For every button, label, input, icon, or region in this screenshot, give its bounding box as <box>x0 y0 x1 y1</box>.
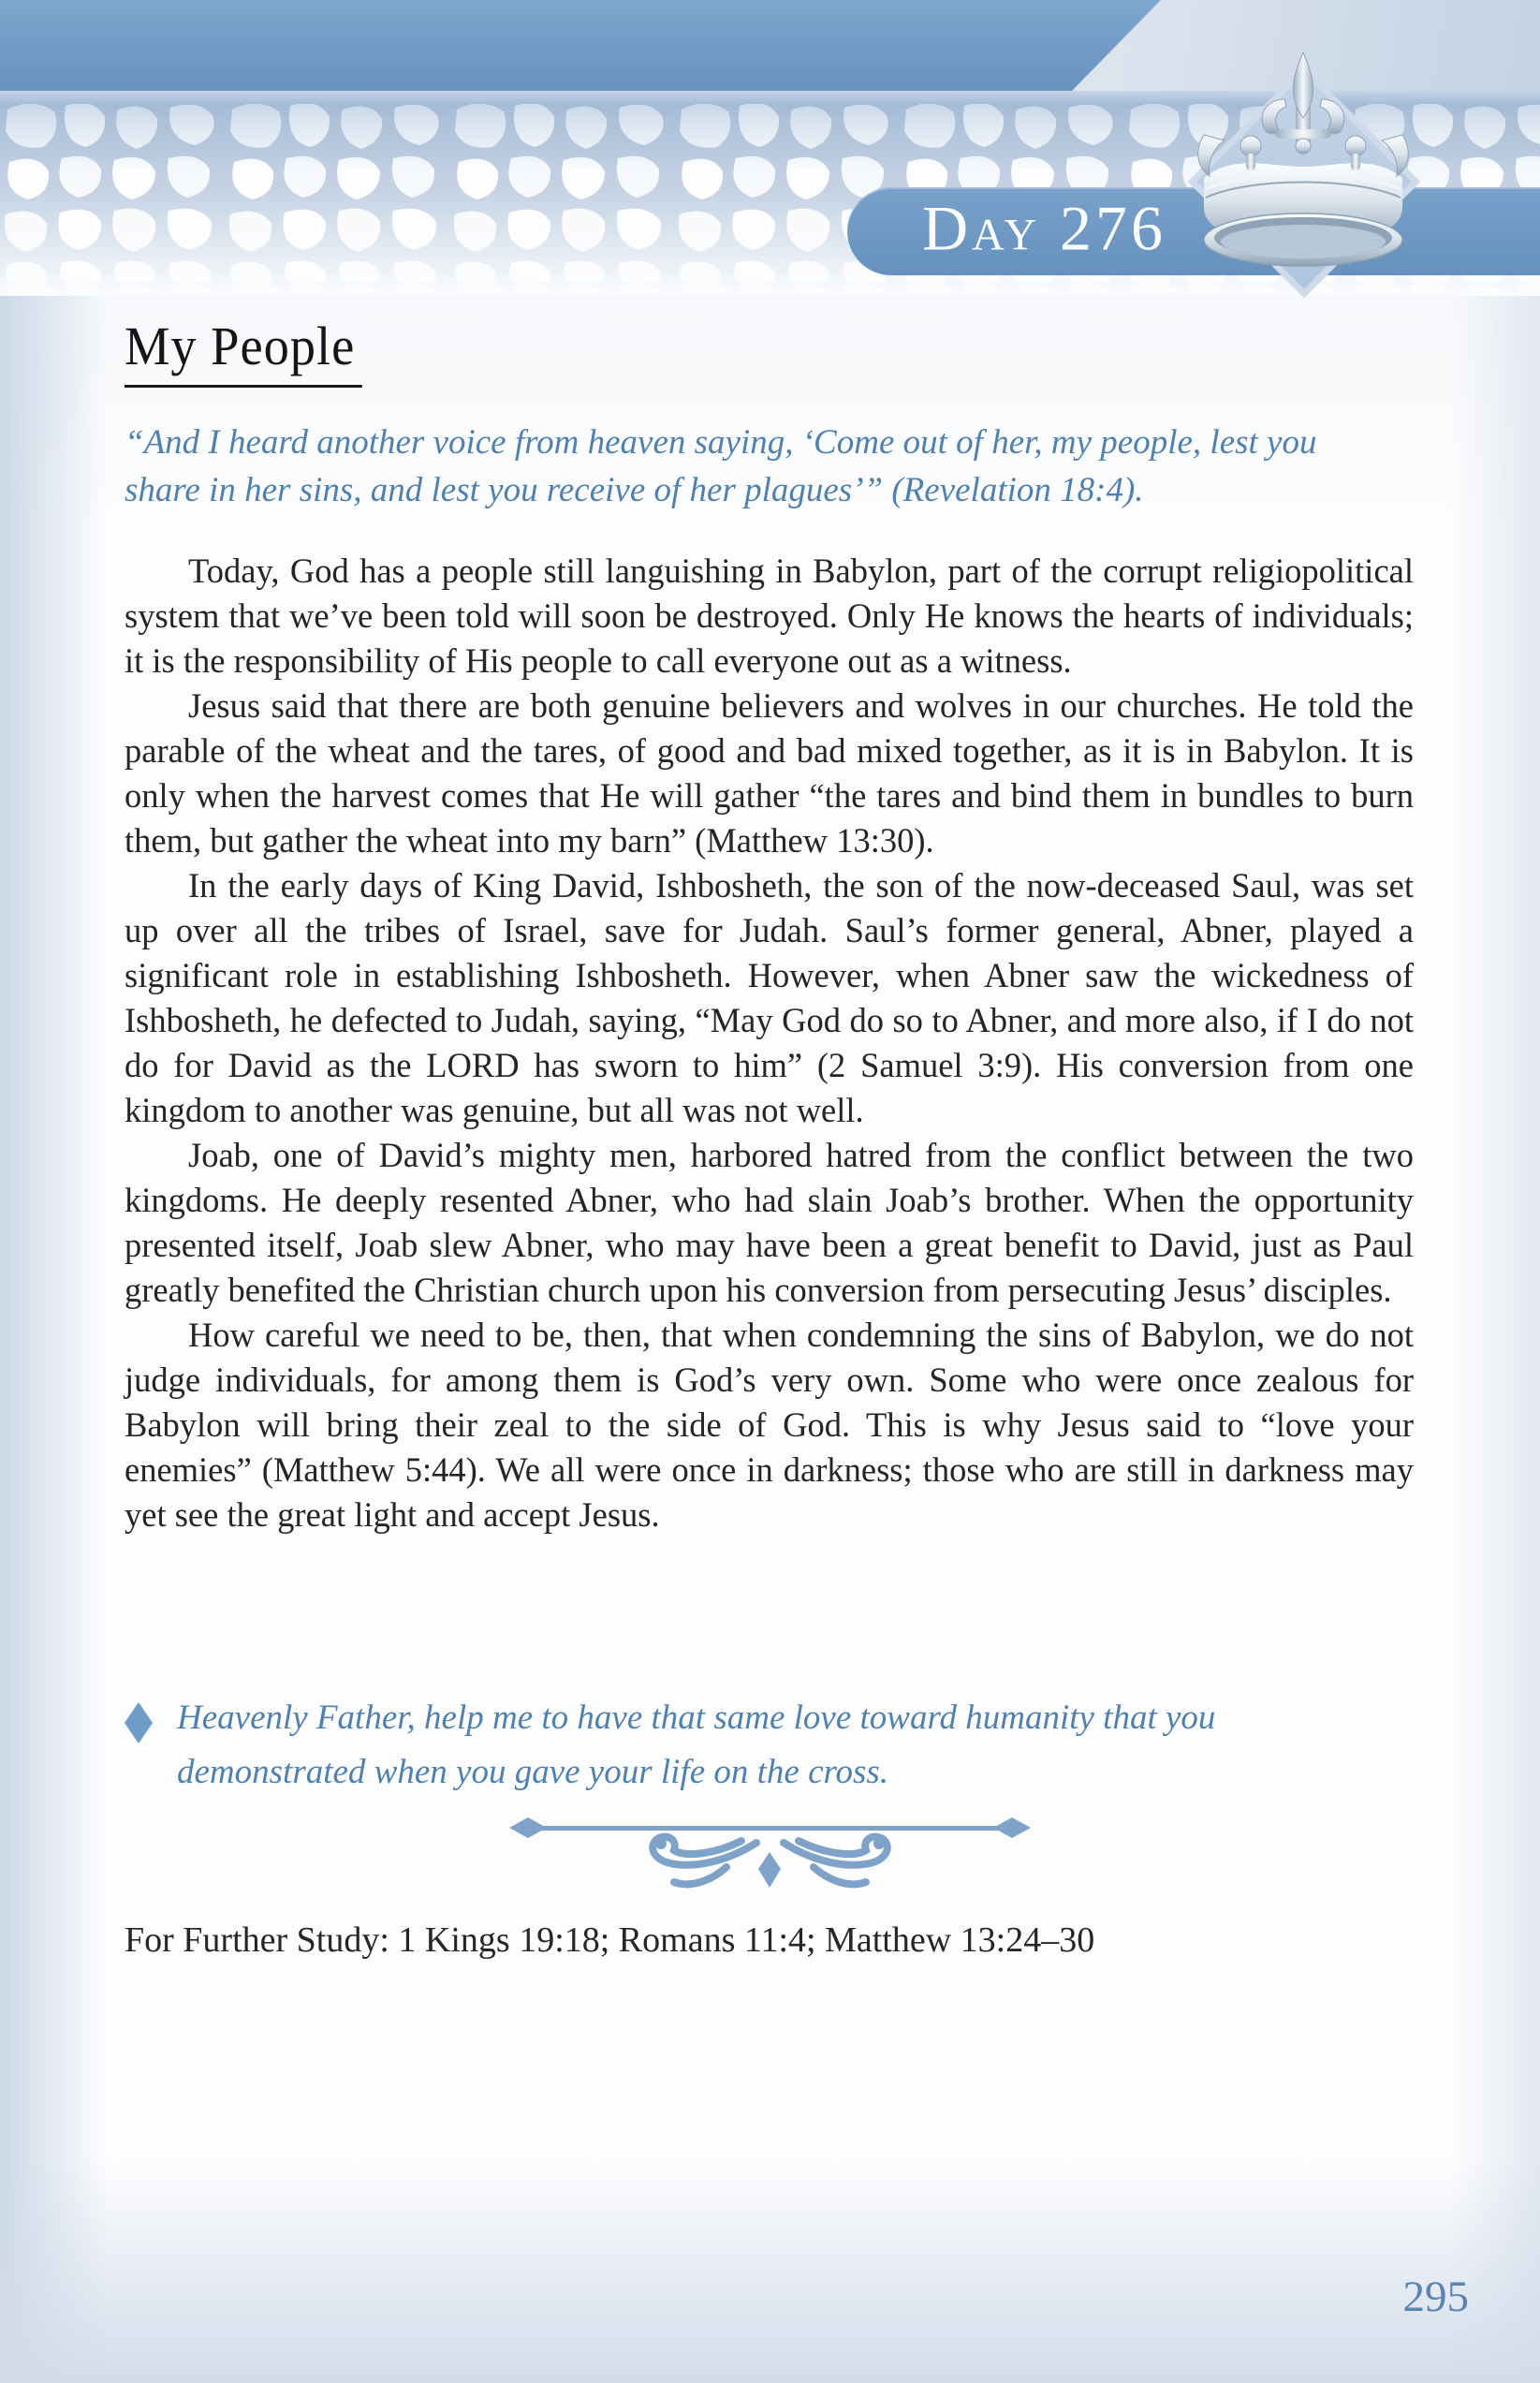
body-paragraph: In the early days of King David, Ishbosheth, the son of the now-deceased Saul, was set up over all the tribes of Israel, save for Judah. Saul’s former general, Abner, played a significant role in establishing Ishbosheth. However, when Abner saw the wickedness of Ishbosheth, he defected to Judah, saying, “May God do so to Abner, and more also, if I do not do for David as the LORD has sworn to him” (2 Samuel 3:9). His conversion from one kingdom to another was genuine, but all was not well. <box>125 866 1414 1129</box>
prayer-block <box>125 1691 1323 1800</box>
section-divider-flourish-icon <box>506 1811 1034 1901</box>
diamond-bullet-icon <box>125 1702 153 1743</box>
page-title: My People <box>125 315 362 388</box>
body-paragraph: How careful we need to be, then, that when condemning the sins of Babylon, we do not judge individuals, for among them is God’s very own. Some who were once zealous for Babylon will bring their zeal to the side of God. This is why Jesus said to “love your enemies” (Matthew 5:44). We all were once in darkness; those who are still in darkness may yet see the great light and accept Jesus. <box>125 1316 1414 1534</box>
day-banner-label: Day 276 <box>922 192 1167 264</box>
body-paragraphs <box>125 549 1414 1537</box>
further-study-line: For Further Study: 1 Kings 19:18; Romans 11:4; Matthew 13:24–30 <box>125 1920 1095 1960</box>
body-paragraph: Joab, one of David’s mighty men, harbored hatred from the conflict between the two kingdoms. He deeply resented Abner, who had slain Joab’s brother. When the opportunity presented itself, Joab slew Abner, who may have been a great benefit to David, just as Paul greatly benefited the Christian church upon his conversion from persecuting Jesus’ disciples. <box>125 1136 1414 1309</box>
page-number: 295 <box>1402 2273 1469 2321</box>
body-paragraph: Today, God has a people still languishing in Babylon, part of the corrupt religiopolitical system that we’ve been told will soon be destroyed. Only He knows the hearts of individuals; it is the responsibility of His people to call everyone out as a witness. <box>125 552 1414 680</box>
scripture-quote: “And I heard another voice from heaven saying, ‘Come out of her, my people, lest you share in her sins, and lest you receive of her plagues’” (Revelation 18:4). <box>125 423 1317 509</box>
body-paragraph: Jesus said that there are both genuine believers and wolves in our churches. He told the parable of the wheat and the tares, of good and bad mixed together, as it is in Babylon. It is only when the harvest comes that He will gather “the tares and bind them in bundles to burn them, but gather the wheat into my barn” (Matthew 13:30). <box>125 686 1414 860</box>
prayer-text: Heavenly Father, help me to have that same love toward humanity that you demonstrated when you gave your life on the cross. <box>177 1699 1216 1791</box>
crown-icon <box>1176 49 1430 283</box>
